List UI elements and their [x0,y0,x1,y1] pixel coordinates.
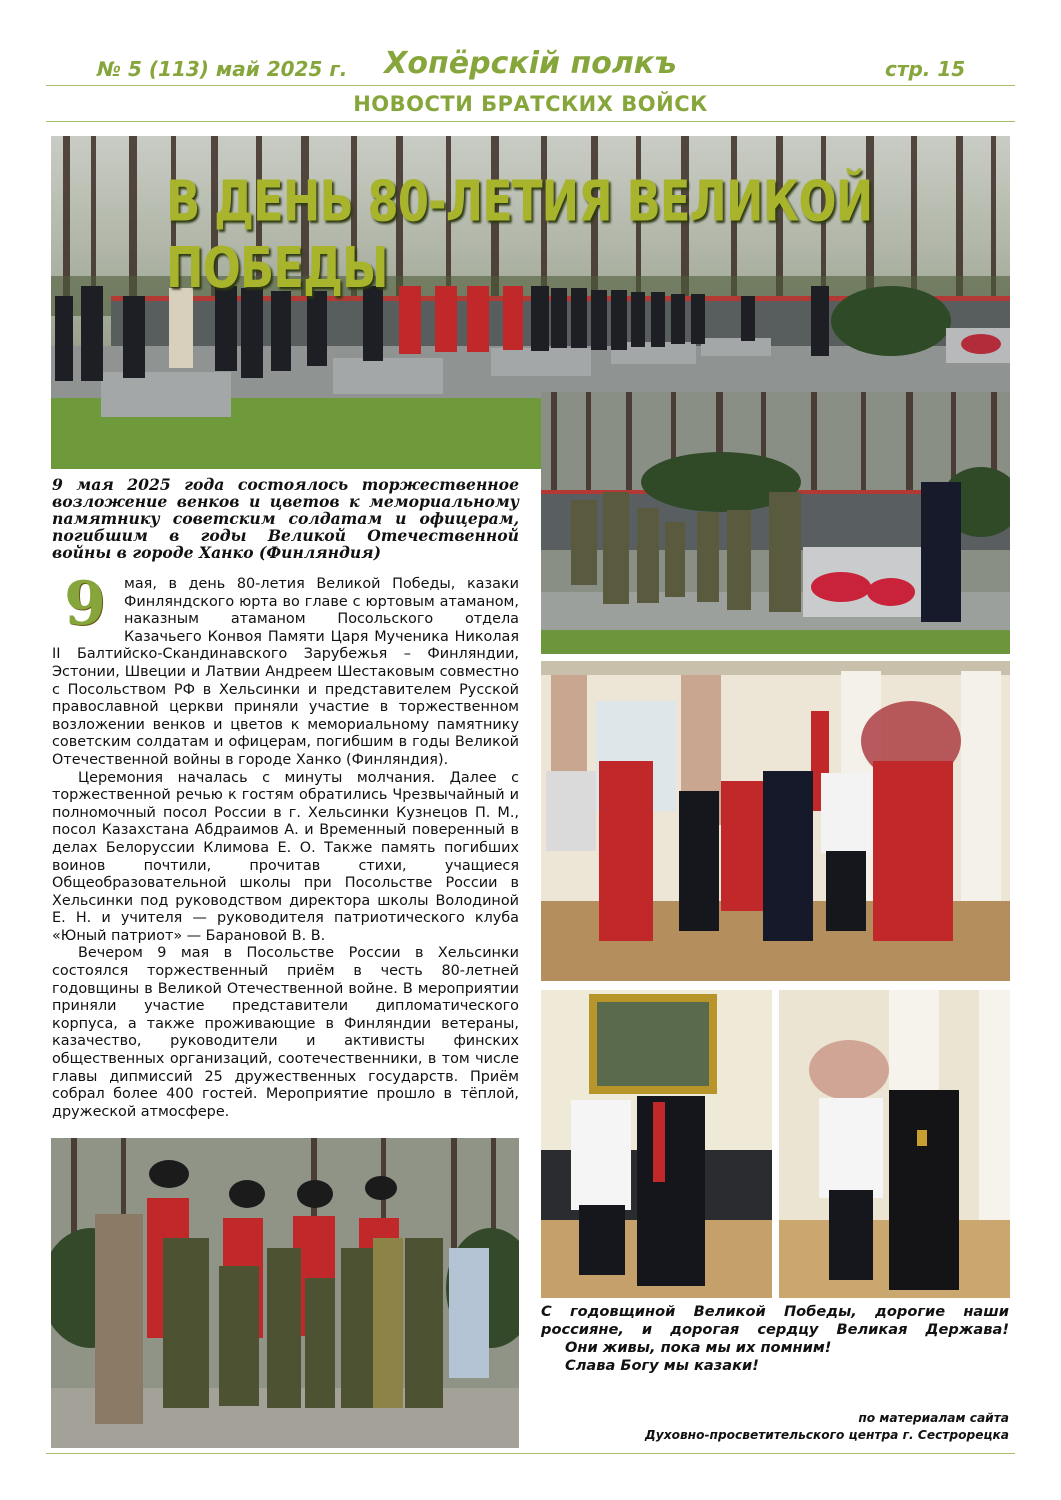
section-rule [46,121,1015,122]
source-credit [560,1410,1009,1444]
embassy-reception-photo [541,661,1010,981]
header-rule [46,85,1015,86]
paragraph-1-text: мая, в день 80-летия Великой Победы, казаки Финляндского юрта во главе с юртовым атаманом, наказным атаманом Посольского отдела Казачьего Конвоя Памяти Царя Мученика Николая II Балтийско-Скандинавского Зарубежья – Финляндии, Эстонии, Швеции и Латвии Андреем Шестаковым совместно с Посольством РФ в Хельсинки и представителем Русской православной церкви приняли участие в торжественном возложении венков и цветов к мемориальному памятнику советским солдатам и офицерам, погибшим в годы Великой Отечественной войны в городе Ханко (Финляндия). [52,576,519,768]
article-headline: В ДЕНЬ 80-ЛЕТИЯ ВЕЛИКОЙ ПОБЕДЫ [166,168,873,301]
drop-cap: 9 [64,569,106,639]
closing-line-3: Слава Богу мы казаки! [565,1357,759,1374]
footer-rule [46,1453,1015,1454]
credit-line-1: по материалам сайта [858,1411,1009,1425]
article-lead: 9 мая 2025 года состоялось торжественное возложение венков и цветов к мемориальному памятнику советским солдатам и офицерам, погибшим в годы Великой Отечественной войны в городе Ханко (Финляндия) [52,475,519,562]
page-number: стр. 15 [885,57,966,81]
article-paragraph-2: Церемония началась с минуты молчания. Далее с торжественной речью к гостям обратились Чрезвычайный и полномочный посол России в г. Хельсинки Кузнецов П. М., посол Казахстана Абдраимов А. и Временный поверенный в делах Белоруссии Климова Е. О. Также память погибших воинов почтили, прочитав стихи, учащиеся Общеобразовательной школы при Посольстве России в Хельсинки под руководством директора школы Володиной Е. Н. и учителя — руководителя патриотического клуба «Юный патриот» — Барановой В. В. [52,769,519,944]
closing-line-2: Они живы, пока мы их помним! [565,1339,832,1356]
closing-line-1: С годовщиной Великой Победы, дорогие наши россияне, и дорогая сердцу Великая Держава! [541,1303,1009,1338]
issue-number: № 5 (113) май 2025 г. [97,57,348,81]
officer-and-priest-photo [779,990,1010,1298]
uniform-officers-photo [541,990,772,1298]
newspaper-title: Хопёрскій полкъ [384,46,677,81]
closing-greeting [541,1303,1009,1375]
credit-line-2: Духовно-просветительского центра г. Сестрорецка [644,1428,1009,1442]
section-title: НОВОСТИ БРАТСКИХ ВОЙСК [353,92,708,116]
article-paragraph-3: Вечером 9 мая в Посольстве России в Хельсинки состоялся торжественный приём в честь 80-летней годовщины в Великой Отечественной войне. В мероприятии приняли участие представители дипломатического корпуса, а также проживающие в Финляндии ветераны, казачество, руководители и активисты финских общественных организаций, соотечественники, в том числе главы дипмиссий 25 дружественных государств. Приём собрал более 400 гостей. Мероприятие прошло в тёплой, дружеской атмосфере. [52,945,519,1120]
article-paragraph-1 [52,569,519,770]
students-memorial-photo [541,392,1010,654]
cossacks-and-youth-group-photo [51,1138,519,1448]
article-body [52,569,519,1121]
